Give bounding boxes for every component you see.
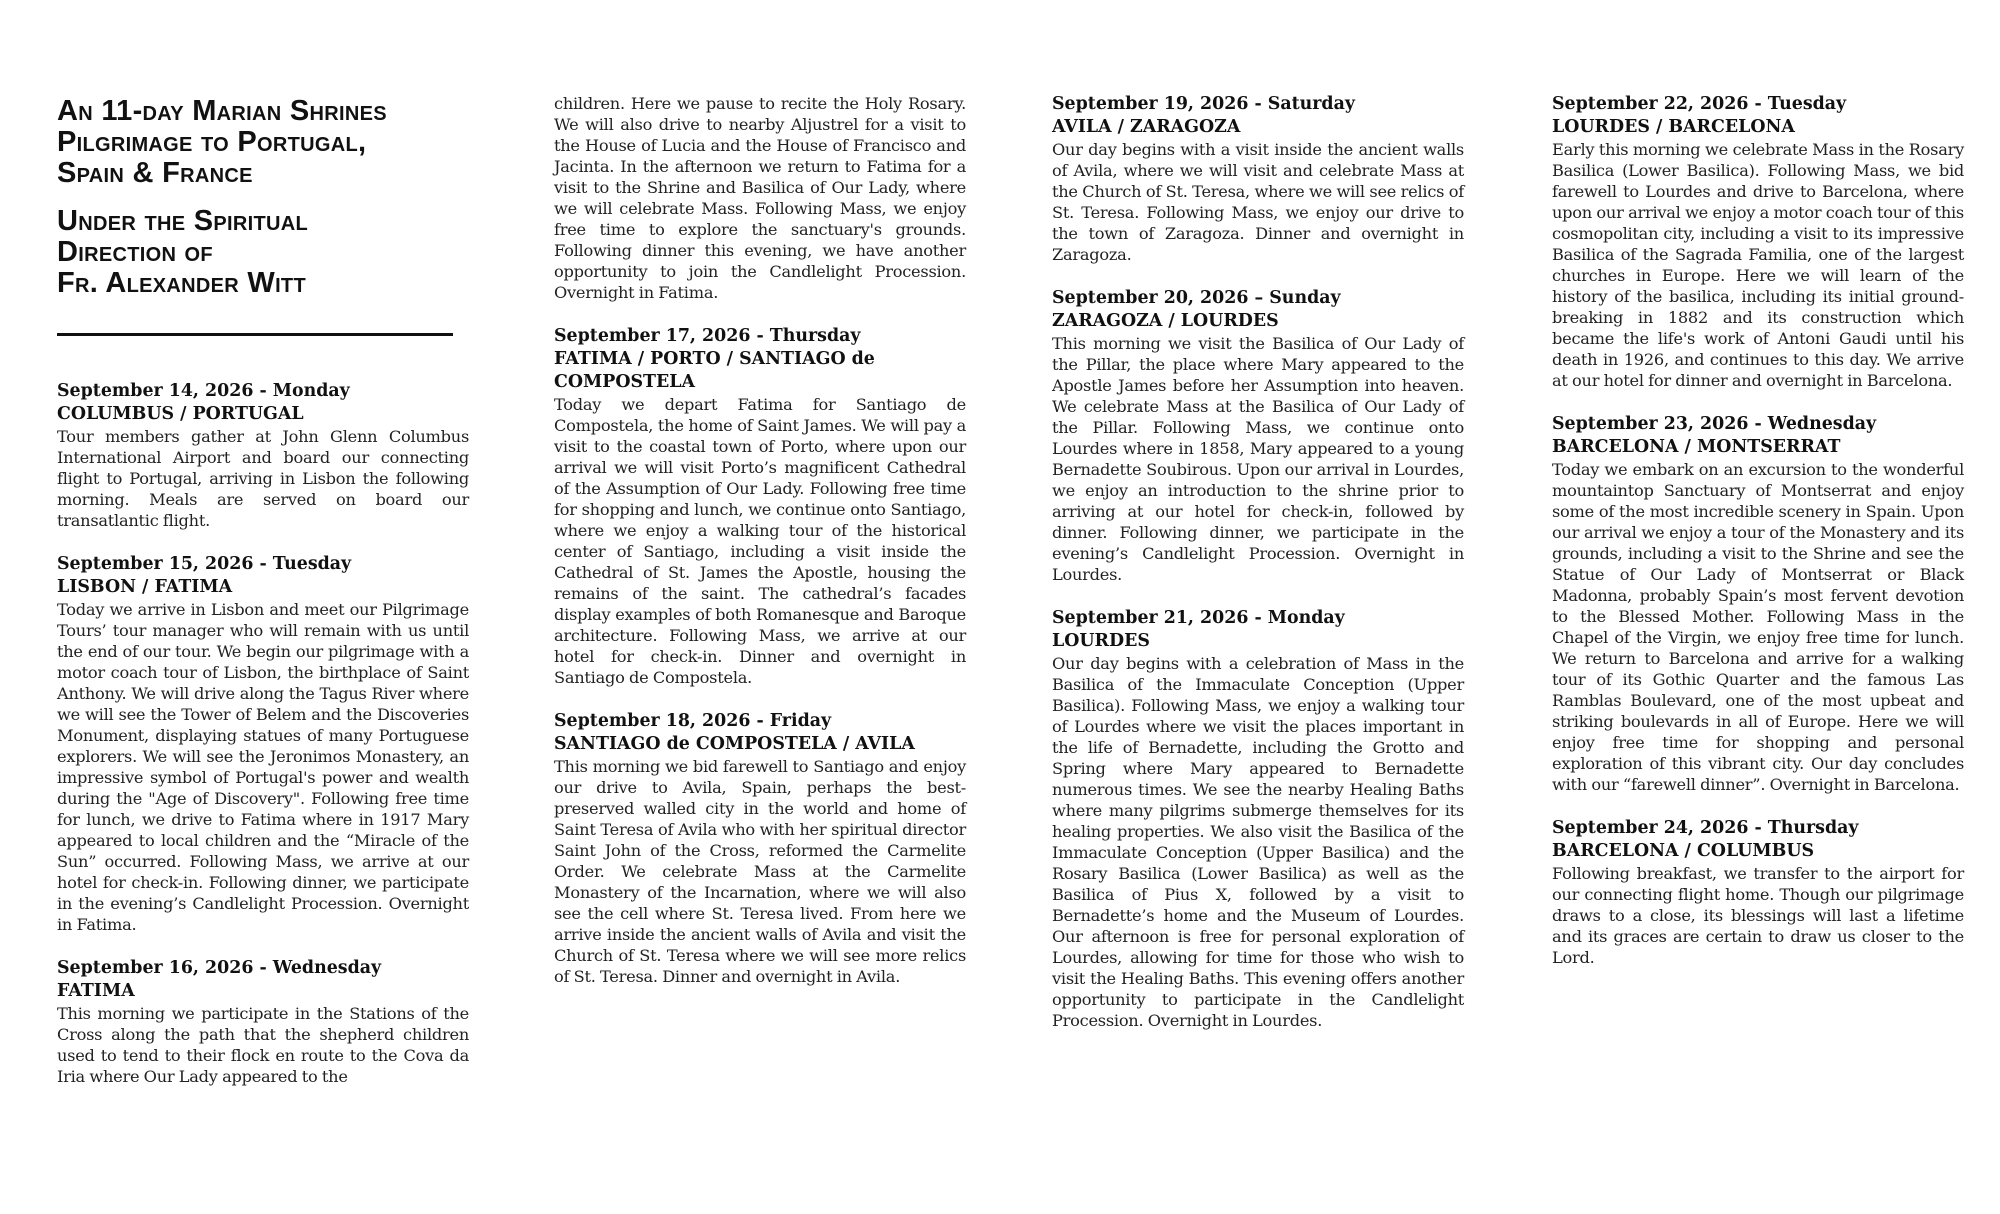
day-date: September 14, 2026 - Monday <box>57 381 350 401</box>
column-2 <box>554 93 966 1009</box>
day-date: September 18, 2026 - Friday <box>554 711 832 731</box>
day-date: September 20, 2026 – Sunday <box>1052 288 1341 308</box>
day-route: LISBON / FATIMA <box>57 577 233 597</box>
day-entry <box>1052 93 1464 265</box>
day-route: SANTIAGO de COMPOSTELA / AVILA <box>554 734 915 754</box>
day-date: September 22, 2026 - Tuesday <box>1552 94 1847 114</box>
subtitle-line: Direction of <box>57 236 213 268</box>
day-route: FATIMA / PORTO / SANTIAGO de COMPOSTELA <box>554 349 875 392</box>
spiritual-director <box>57 206 469 299</box>
day-date: September 21, 2026 - Monday <box>1052 608 1345 628</box>
day-route: LOURDES <box>1052 631 1150 651</box>
day-description: Our day begins with a celebration of Mass in the Basilica of the Immaculate Conception (Upper Basilica). Following Mass, we enjoy a walking tour of Lourdes where we visit the places important in the life of Bernadette, including the Grotto and Spring where Mary appeared to Bernadette numerous times. We see the nearby Healing Baths where many pilgrims submerge themselves for its healing properties. We also visit the Basilica of the Immaculate Conception (Upper Basilica) and the Rosary Basilica (Lower Basilica) as well as the Basilica of Pius X, followed by a visit to Bernadette’s home and the Museum of Lourdes. Our afternoon is free for personal exploration of Lourdes, allowing for time for those who wish to visit the Healing Baths. This evening offers another opportunity to participate in the Candlelight Procession. Overnight in Lourdes. <box>1052 654 1464 1030</box>
day-description: Today we embark on an excursion to the wonderful mountaintop Sanctuary of Montserrat and enjoy some of the most incredible scenery in Spain. Upon our arrival we enjoy a tour of the Monastery and its grounds, including a visit to the Shrine and see the Statue of Our Lady of Montserrat or Black Madonna, probably Spain’s most fervent devotion to the Blessed Mother. Following Mass in the Chapel of the Virgin, we enjoy free time for lunch. We return to Barcelona and arrive for a walking tour of its Gothic Quarter and the famous Las Ramblas Boulevard, one of the most upbeat and striking boulevards in all of Europe. Here we will enjoy free time for shopping and personal exploration of this vibrant city. Our day concludes with our “farewell dinner”. Overnight in Barcelona. <box>1552 460 1964 794</box>
day-entry <box>57 380 469 531</box>
day-description: Today we depart Fatima for Santiago de Compostela, the home of Saint James. We will pay a visit to the coastal town of Porto, where upon our arrival we will visit Porto’s magnificent Cathedral of the Assumption of Our Lady. Following free time for shopping and lunch, we continue onto Santiago, where we enjoy a walking tour of the historical center of Santiago, including a visit inside the Cathedral of St. James the Apostle, housing the remains of the saint. The cathedral’s facades display examples of both Romanesque and Baroque architecture. Following Mass, we arrive at our hotel for check-in. Dinner and overnight in Santiago de Compostela. <box>554 395 966 687</box>
day-route: FATIMA <box>57 981 135 1001</box>
column-1 <box>57 96 469 1109</box>
day-date: September 24, 2026 - Thursday <box>1552 818 1859 838</box>
day-route: AVILA / ZARAGOZA <box>1052 117 1241 137</box>
day-description: Today we arrive in Lisbon and meet our Pilgrimage Tours’ tour manager who will remain with us until the end of our tour. We begin our pilgrimage with a motor coach tour of Lisbon, the birthplace of Saint Anthony. We will drive along the Tagus River where we will see the Tower of Belem and the Discoveries Monument, displaying statues of many Portuguese explorers. We will see the Jeronimos Monastery, an impressive symbol of Portugal's power and wealth during the "Age of Discovery". Following free time for lunch, we drive to Fatima where in 1917 Mary appeared to local children and the “Miracle of the Sun” occurred. Following Mass, we arrive at our hotel for check-in. Following dinner, we participate in the evening’s Candlelight Procession. Overnight in Fatima. <box>57 600 469 934</box>
day-entry <box>554 325 966 688</box>
day-description-continued: children. Here we pause to recite the Holy Rosary. We will also drive to nearby Aljustrel for a visit to the House of Lucia and the House of Francisco and Jacinta. In the afternoon we return to Fatima for a visit to the Shrine and Basilica of Our Lady, where we will celebrate Mass. Following Mass, we enjoy free time to explore the sanctuary's grounds. Following dinner this evening, we have another opportunity to join the Candlelight Procession. Overnight in Fatima. <box>554 94 966 302</box>
day-route: BARCELONA / COLUMBUS <box>1552 841 1815 861</box>
day-description: This morning we visit the Basilica of Our Lady of the Pillar, the place where Mary appeared to the Apostle James before her Assumption into heaven. We celebrate Mass at the Basilica of Our Lady of the Pillar. Following Mass, we continue onto Lourdes where in 1858, Mary appeared to a young Bernadette Soubirous. Upon our arrival in Lourdes, we enjoy an introduction to the shrine prior to arriving at our hotel for check-in, followed by dinner. Following dinner, we participate in the evening’s Candlelight Procession. Overnight in Lourdes. <box>1052 334 1464 584</box>
day-date: September 23, 2026 - Wednesday <box>1552 414 1877 434</box>
subtitle-line: Fr. Alexander Witt <box>57 267 306 299</box>
day-date: September 15, 2026 - Tuesday <box>57 554 352 574</box>
day-entry <box>554 710 966 987</box>
day-entry <box>57 957 469 1087</box>
itinerary-title <box>57 96 469 189</box>
subtitle-line: Under the Spiritual <box>57 205 308 237</box>
day-description: This morning we participate in the Stations of the Cross along the path that the shepherd children used to tend to their flock en route to the Cova da Iria where Our Lady appeared to the <box>57 1004 469 1086</box>
day-entry <box>1552 93 1964 391</box>
day-description: Early this morning we celebrate Mass in the Rosary Basilica (Lower Basilica). Following Mass, we bid farewell to Lourdes and drive to Barcelona, where upon our arrival we enjoy a motor coach tour of this cosmopolitan city, including a visit to its impressive Basilica of the Sagrada Familia, one of the largest churches in Europe. Here we will learn of the history of the basilica, including its initial ground-breaking in 1882 and its construction which became the life's work of Antoni Gaudi until his death in 1926, and continues to this day. We arrive at our hotel for dinner and overnight in Barcelona. <box>1552 140 1964 390</box>
column-3 <box>1052 93 1464 1053</box>
title-line: An 11-day Marian Shrines <box>57 95 387 127</box>
column-4 <box>1552 93 1964 990</box>
day-description: Tour members gather at John Glenn Columbus International Airport and board our connecting flight to Portugal, arriving in Lisbon the following morning. Meals are served on board our transatlantic flight. <box>57 427 469 530</box>
divider-rule <box>57 333 453 336</box>
day-description: Following breakfast, we transfer to the airport for our connecting flight home. Though our pilgrimage draws to a close, its blessings will last a lifetime and its graces are certain to draw us closer to the Lord. <box>1552 864 1964 967</box>
day-entry <box>1052 287 1464 585</box>
day-entry <box>1552 817 1964 968</box>
day-entry <box>1052 607 1464 1031</box>
day-date: September 19, 2026 - Saturday <box>1052 94 1355 114</box>
day-route: COLUMBUS / PORTUGAL <box>57 404 304 424</box>
day-description: This morning we bid farewell to Santiago and enjoy our drive to Avila, Spain, perhaps the best-preserved walled city in the world and home of Saint Teresa of Avila who with her spiritual director Saint John of the Cross, reformed the Carmelite Order. We celebrate Mass at the Carmelite Monastery of the Incarnation, where we will also see the cell where St. Teresa lived. From here we arrive inside the ancient walls of Avila and visit the Church of St. Teresa where we will see more relics of St. Teresa. Dinner and overnight in Avila. <box>554 757 966 986</box>
title-line: Pilgrimage to Portugal, <box>57 126 367 158</box>
day-route: LOURDES / BARCELONA <box>1552 117 1795 137</box>
day-date: September 16, 2026 - Wednesday <box>57 958 382 978</box>
day-description: Our day begins with a visit inside the ancient walls of Avila, where we will visit and celebrate Mass at the Church of St. Teresa, where we will see relics of St. Teresa. Following Mass, we enjoy our drive to the town of Zaragoza. Dinner and overnight in Zaragoza. <box>1052 140 1464 264</box>
day-entry <box>57 553 469 935</box>
day-date: September 17, 2026 - Thursday <box>554 326 861 346</box>
day-route: ZARAGOZA / LOURDES <box>1052 311 1279 331</box>
day-route: BARCELONA / MONTSERRAT <box>1552 437 1841 457</box>
day-entry <box>1552 413 1964 795</box>
title-line: Spain & France <box>57 157 253 189</box>
